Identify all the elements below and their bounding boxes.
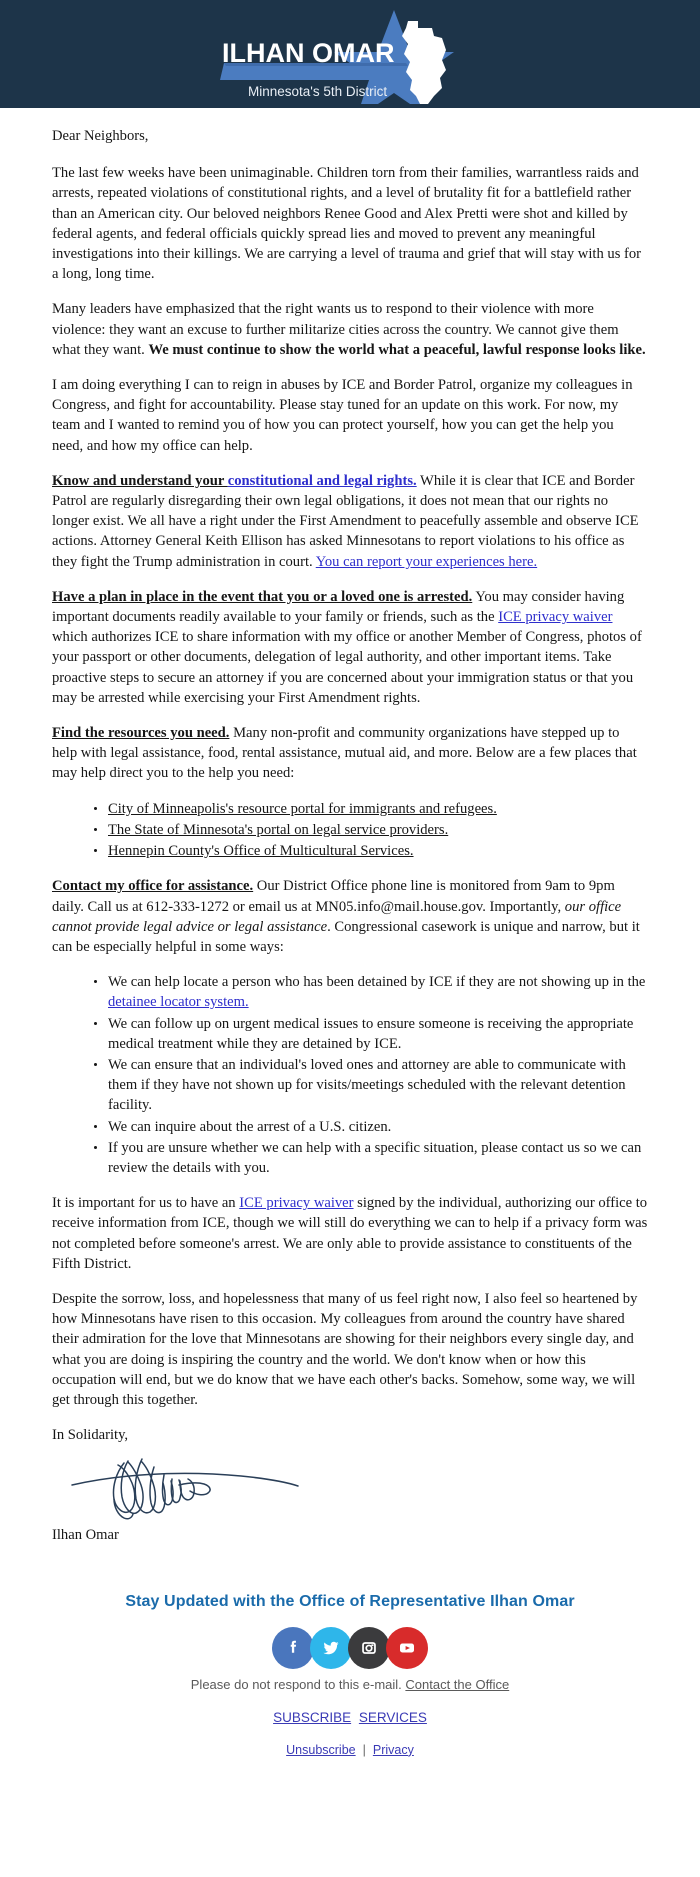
section-contact-body-b: . Congressional casework is unique and narrow, but it can be especially helpful in some ways:: [52, 918, 640, 955]
section-have-a-plan: [52, 587, 648, 708]
section-contact-italic: our office cannot provide legal advice or legal assistance: [52, 898, 622, 935]
paragraph-closing-message: Despite the sorrow, loss, and hopelessness that many of us feel right now, I also feel so heartened by how Minnesotans have risen to this occasion. My colleagues from around the country have shared their admiration for the love that Minnesotans are showing for their neighbors every single day, and what you are doing is inspiring the country and the world. We don't know when or how this occupation will end, but we do know that we have each other's backs. Somehow, some way, we will get through this together.: [52, 1290, 638, 1408]
contact-the-office-link[interactable]: Contact the Office: [405, 1676, 510, 1692]
subscribe-link[interactable]: SUBSCRIBE: [273, 1709, 352, 1725]
unsubscribe-link[interactable]: Unsubscribe: [286, 1742, 356, 1757]
salutation: Dear Neighbors,: [52, 128, 149, 144]
paragraph-actions: I am doing everything I can to reign in abuses by ICE and Border Patrol, organize my colleagues in Congress, and fight for accountability. Please stay tuned for an update on this work. For now, my team and I wanted to remind you of how you can protect yourself, how you can get the help you need, and how my office can help.: [52, 377, 633, 454]
list-item: [108, 1055, 648, 1116]
paragraph-response-emphasis: We must continue to show the world what a peaceful, lawful response looks like.: [148, 341, 646, 358]
youtube-icon[interactable]: [386, 1627, 428, 1669]
footer-note-text: Please do not respond to this e-mail.: [190, 1676, 406, 1692]
paragraph-response-lead: Many leaders have emphasized that the right wants us to respond to their violence with more violence: they want an excuse to further militarize cities across the country. We cannot give them what they want.: [52, 301, 619, 358]
resource-links-list: [52, 799, 648, 862]
instagram-icon[interactable]: [348, 1627, 390, 1669]
closing-salutation: In Solidarity,: [52, 1427, 129, 1444]
privacy-link[interactable]: Privacy: [372, 1742, 414, 1757]
email-footer: [0, 1571, 700, 1785]
section-contact-office: [52, 876, 648, 957]
signature-block: [52, 1449, 648, 1519]
list-item: [108, 972, 648, 1012]
privacy-waiver-text-a: It is important for us to have an: [52, 1195, 240, 1212]
casework-text: We can inquire about the arrest of a U.S. citizen.: [108, 1118, 392, 1135]
constitutional-rights-link[interactable]: constitutional and legal rights.: [227, 472, 417, 489]
twitter-icon[interactable]: [310, 1627, 352, 1669]
footer-separator: |: [362, 1742, 366, 1757]
resource-link-hennepin-county[interactable]: Hennepin County's Office of Multicultural Services.: [108, 843, 414, 860]
report-experiences-link[interactable]: You can report your experiences here.: [315, 553, 538, 570]
casework-list: [52, 972, 648, 1178]
footer-secondary-links: [0, 1743, 700, 1757]
paragraph-opening: The last few weeks have been unimaginable. Children torn from their families, warrantless raids and arrests, repeated violations of constitutional rights, and a level of brutality fit for a battlefield rather than an American city. Our beloved neighbors Renee Good and Alex Pretti were shot and killed by federal agents, and federal officials quickly spread lies and moved to prevent any meaningful investigations into their killings. We are carrying a level of trauma and grief that will stay with us for a long, long time.: [52, 165, 642, 283]
section-plan-body-a: You may consider having important documents readily available to your family or friends, such as the: [52, 588, 625, 626]
social-links-row: [0, 1627, 700, 1669]
section-resources-heading: Find the resources you need.: [52, 725, 230, 742]
detainee-locator-link[interactable]: detainee locator system.: [108, 994, 249, 1011]
list-item: [108, 820, 648, 840]
list-item: [108, 841, 648, 861]
twitter-glyph: [319, 1636, 343, 1660]
privacy-waiver-text-b: signed by the individual, authorizing our office to receive information from ICE, though we will still do everything we can to help if a privacy form was not completed before someone's arrest. We are only able to provide assistance to constituents of the Fifth District.: [52, 1195, 648, 1272]
letter-body: [0, 108, 700, 1571]
casework-text: We can follow up on urgent medical issues to ensure someone is receiving the appropriate medical treatment while they are detained by ICE.: [108, 1015, 634, 1052]
resource-link-state-minnesota[interactable]: The State of Minnesota's portal on legal service providers.: [108, 821, 449, 838]
signer-name: Ilhan Omar: [52, 1527, 119, 1544]
ilhan-omar-logo: [196, 8, 486, 104]
list-item: [108, 1138, 648, 1178]
casework-text: If you are unsure whether we can help with a specific situation, please contact us so we can review the details with you.: [108, 1139, 642, 1176]
facebook-icon[interactable]: [272, 1627, 314, 1669]
casework-text: We can help locate a person who has been detained by ICE if they are not showing up in the: [108, 974, 646, 991]
resource-link-minneapolis[interactable]: City of Minneapolis's resource portal for immigrants and refugees.: [108, 800, 497, 817]
logo-name-text: ILHAN OMAR: [222, 38, 395, 68]
section-know-body: While it is clear that ICE and Border Patrol are regularly disregarding their own legal obligations, it does not mean that our rights no longer exist. We all have a right under the First Amendment to peacefully assemble and observe ICE actions. Attorney General Keith Ellison has asked Minnesotans to report violations to his office as they fight the Trump administration in court.: [52, 472, 639, 570]
instagram-glyph: [358, 1637, 380, 1659]
ice-privacy-waiver-link[interactable]: ICE privacy waiver: [498, 609, 613, 626]
section-plan-heading: Have a plan in place in the event that you or a loved one is arrested.: [52, 588, 473, 605]
footer-note: [0, 1677, 700, 1692]
casework-text: We can ensure that an individual's loved ones and attorney are able to communicate with them if they have not shown up for visits/meetings scheduled with the relevant detention facility.: [108, 1056, 626, 1114]
logo-tagline-text: Minnesota's 5th District: [248, 84, 388, 99]
paragraph-response: [52, 299, 648, 360]
section-resources-body: Many non-profit and community organizations have stepped up to help with legal assistance, food, rental assistance, mutual aid, and more. Below are a few places that may help direct you to the help you need:: [52, 725, 637, 782]
section-know-your-rights: [52, 471, 648, 572]
footer-primary-links: [0, 1710, 700, 1725]
list-item: [108, 1014, 648, 1054]
list-item: [108, 799, 648, 819]
paragraph-privacy-waiver: [52, 1193, 648, 1274]
footer-title: Stay Updated with the Office of Representative Ilhan Omar: [125, 1592, 575, 1610]
facebook-glyph: [282, 1637, 304, 1659]
ice-privacy-waiver-link-2[interactable]: ICE privacy waiver: [239, 1195, 354, 1212]
signature-image: [66, 1445, 336, 1521]
list-item: [108, 1117, 648, 1137]
section-contact-body-a: Our District Office phone line is monitored from 9am to 9pm daily. Call us at 612-333-1272 or email us at MN05.info@mail.house.gov. Importantly,: [52, 878, 615, 915]
email-header-banner: [0, 0, 700, 108]
section-find-resources: [52, 723, 648, 784]
youtube-glyph: [395, 1636, 419, 1660]
services-link[interactable]: SERVICES: [358, 1709, 427, 1725]
section-plan-body-b: which authorizes ICE to share information with my office or another Member of Congress, photos of your passport or other documents, delegation of legal authority, and other important items. Take proactive steps to secure an attorney if you are concerned about your immigration status or that you may be arrested while exercising your First Amendment rights.: [52, 629, 642, 706]
section-know-heading-plain: Know and understand your: [52, 472, 228, 489]
section-contact-heading: Contact my office for assistance.: [52, 878, 254, 895]
